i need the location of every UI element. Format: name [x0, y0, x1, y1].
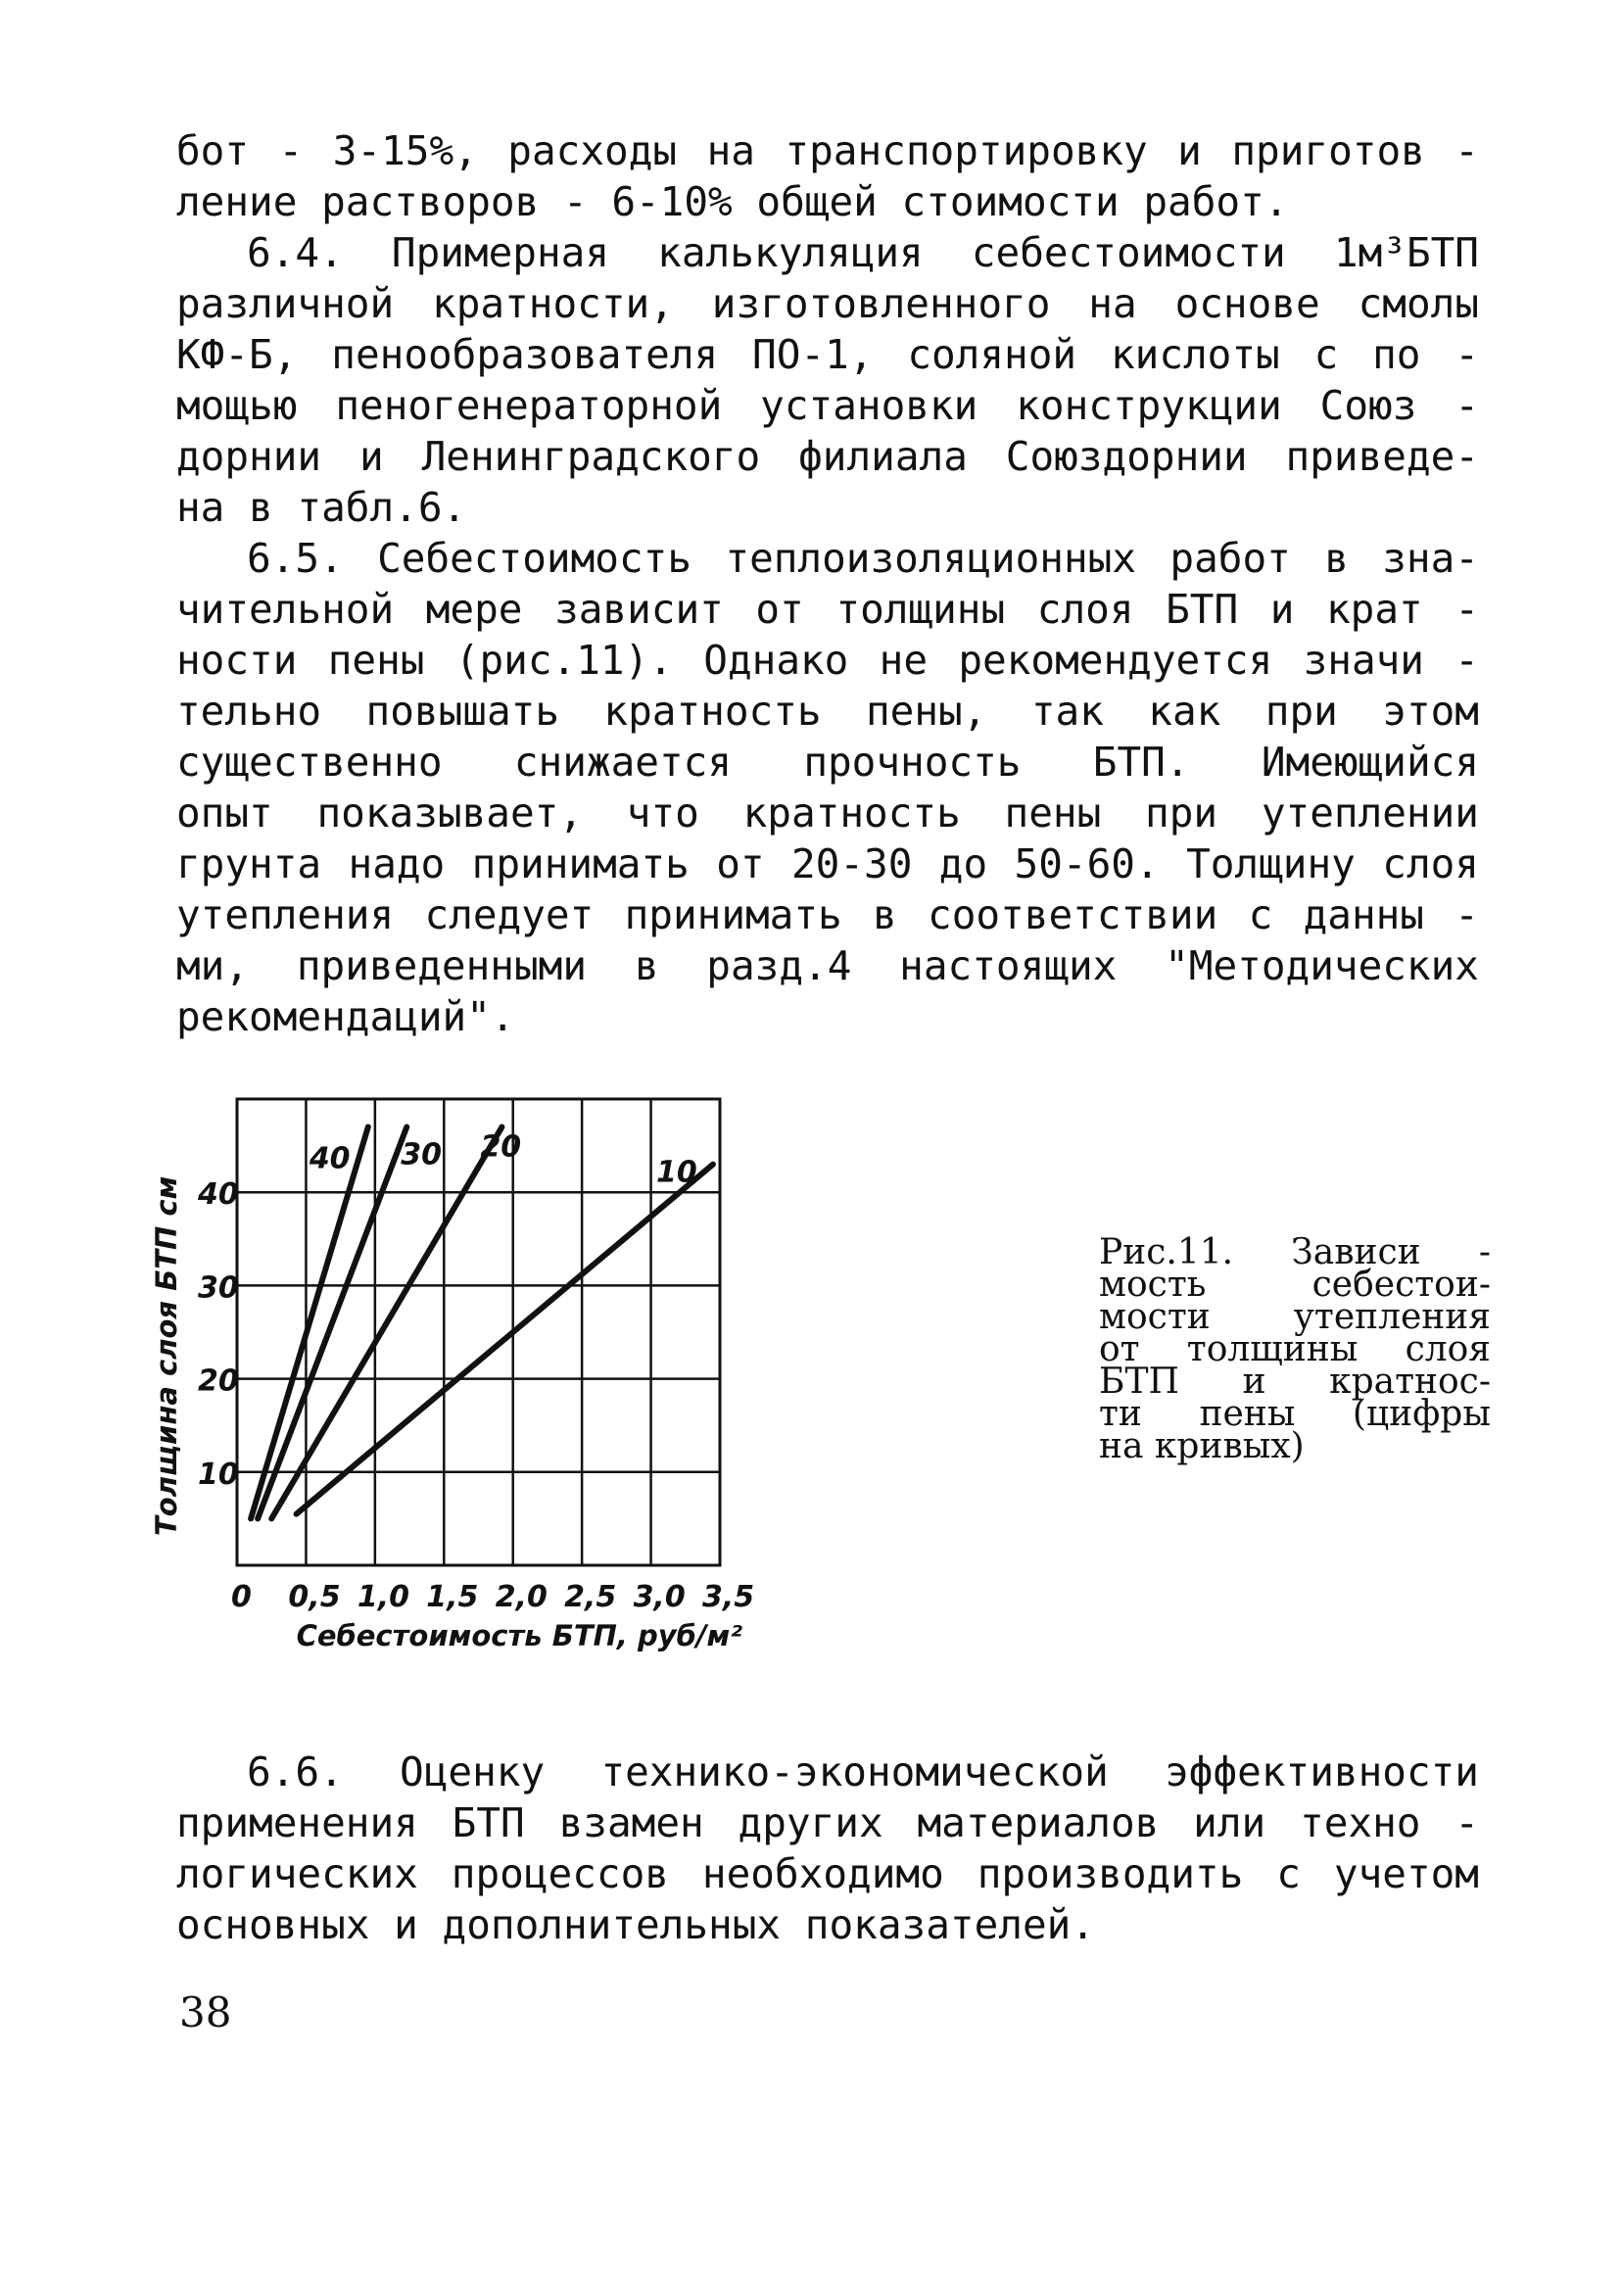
y-tick-label: 40	[198, 1177, 239, 1213]
x-tick-label: 2,0	[495, 1580, 548, 1614]
text-line: ти пены (цифры	[1099, 1394, 1491, 1434]
paragraph-6-5	[176, 533, 1479, 1042]
x-tick-label: 0	[231, 1580, 252, 1614]
x-axis-label: Себестоимость БТП, руб/м²	[296, 1619, 742, 1652]
text-line: мости утепления	[1099, 1297, 1491, 1337]
text-line: логических процессов необходимо производить с учетом	[176, 1850, 1479, 1897]
paragraph-continuation	[176, 125, 1479, 227]
paragraph-6-4	[176, 227, 1479, 533]
series-label-10: 10	[655, 1155, 697, 1190]
series-label-20: 20	[480, 1129, 522, 1165]
x-tick-label: 2,5	[564, 1580, 617, 1614]
text-line: от толщины слоя	[1099, 1329, 1491, 1369]
text-line: на кривых)	[1099, 1426, 1305, 1466]
text-line: ми, приведенными в разд.4 настоящих "Методических	[176, 942, 1479, 989]
x-tick-label: 0,5	[288, 1580, 341, 1614]
text-line: мость себестои-	[1099, 1265, 1491, 1305]
text-line: чительной мере зависит от толщины слоя БТП и крат -	[176, 586, 1479, 633]
text-line: грунта надо принимать от 20-30 до 50-60. Толщину слоя	[176, 840, 1479, 887]
y-tick-label: 10	[198, 1457, 239, 1492]
series-label-30: 30	[401, 1137, 443, 1172]
text-line: на в табл.6.	[176, 484, 467, 531]
page-number: 38	[179, 1988, 232, 2036]
text-line: КФ-Б, пенообразователя ПО-1, соляной кислоты с по -	[176, 331, 1479, 378]
chart-thickness-vs-cost	[150, 1068, 1136, 1695]
text-line: тельно повышать кратность пены, так как при этом	[176, 688, 1479, 735]
text-line: различной кратности, изготовленного на основе смолы	[176, 280, 1479, 327]
y-axis-label: Толщина слоя БТП см	[150, 1175, 183, 1536]
text-line: 6.5. Себестоимость теплоизоляционных работ в зна-	[247, 535, 1479, 582]
text-line: рекомендаций".	[176, 993, 515, 1040]
text-line: утепления следует принимать в соответствии с данны -	[176, 891, 1479, 938]
y-tick-label: 30	[198, 1270, 239, 1306]
x-tick-label: 1,5	[426, 1580, 479, 1614]
x-tick-label: 1,0	[357, 1580, 410, 1614]
text-line: дорнии и Ленинградского филиала Союздорнии приведе-	[176, 433, 1479, 480]
paragraph-6-6	[176, 1746, 1479, 1950]
text-line: основных и дополнительных показателей.	[176, 1901, 1095, 1948]
text-line: ление растворов - 6-10% общей стоимости работ.	[176, 178, 1289, 225]
series-label-40: 40	[309, 1141, 351, 1176]
text-line: применения БТП взамен других материалов или техно -	[176, 1799, 1479, 1846]
y-tick-label: 20	[198, 1363, 239, 1399]
text-line: 6.4. Примерная калькуляция себестоимости 1м³БТП	[247, 229, 1479, 276]
text-line: опыт показывает, что кратность пены при утеплении	[176, 789, 1479, 837]
text-line: мощью пеногенераторной установки конструкции Союз -	[176, 382, 1479, 429]
figure-11	[150, 1068, 1136, 1695]
text-line: бот - 3-15%, расходы на транспортировку и приготов -	[176, 127, 1479, 174]
x-tick-label: 3,0	[633, 1580, 686, 1614]
text-line: БТП и кратнос-	[1099, 1362, 1491, 1402]
text-line: ности пены (рис.11). Однако не рекомендуется значи -	[176, 637, 1479, 684]
text-line: 6.6. Оценку технико-экономической эффективности	[247, 1748, 1479, 1795]
text-line: Рис.11. Зависи -	[1099, 1232, 1491, 1272]
text-line: существенно снижается прочность БТП. Имеющийся	[176, 739, 1479, 786]
x-tick-label: 3,5	[702, 1580, 755, 1614]
figure-caption	[1099, 1232, 1491, 1466]
